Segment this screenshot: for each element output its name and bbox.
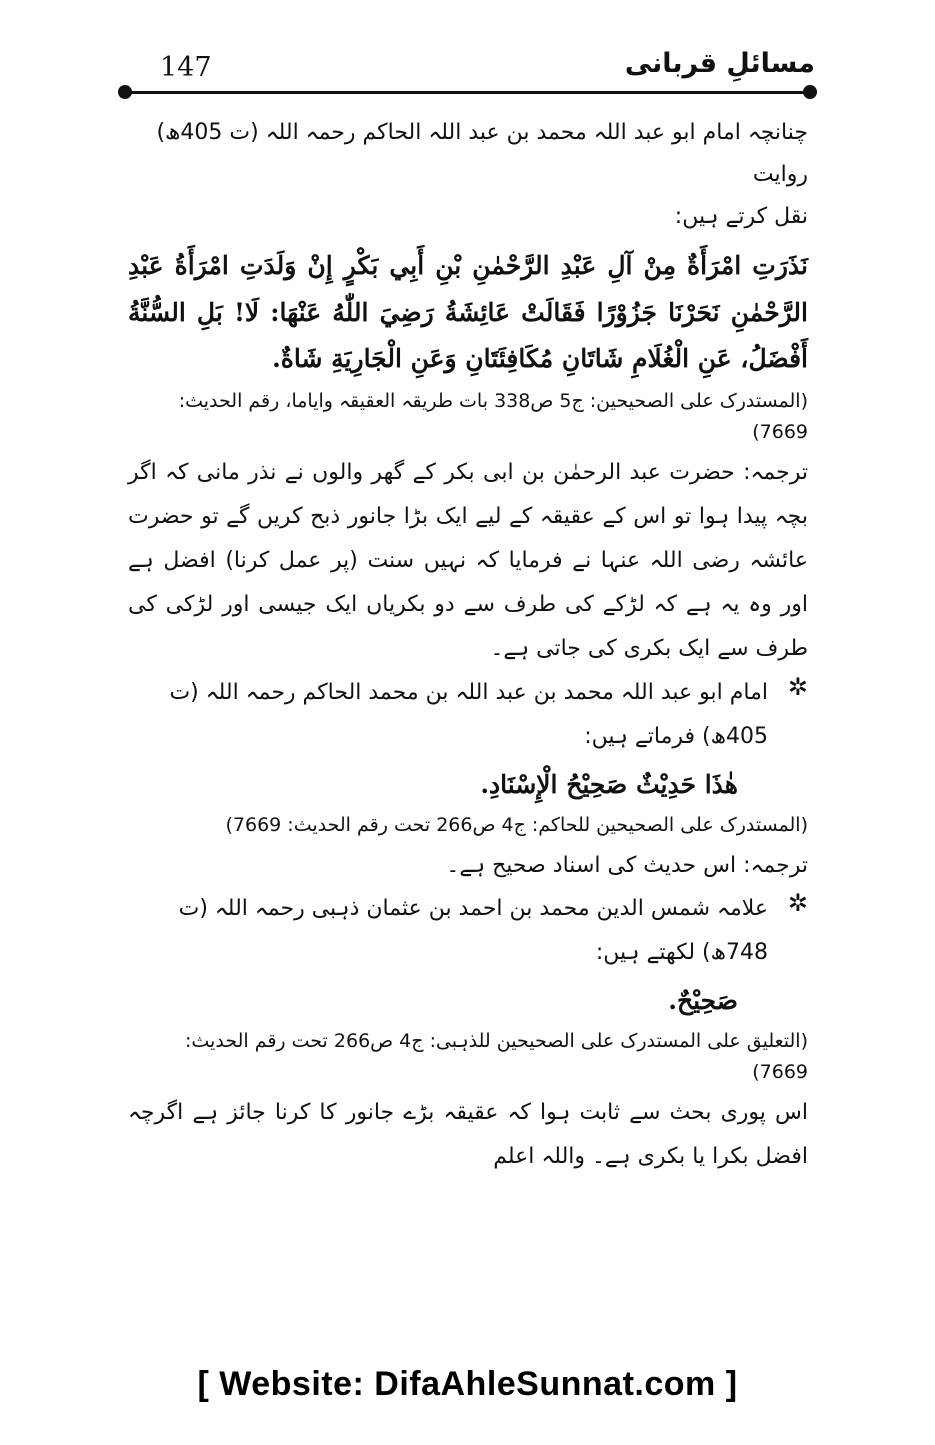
- arabic-grading-2: صَحِيْحٌ.: [668, 985, 738, 1015]
- intro-line-1: چنانچہ امام ابو عبد اللہ محمد بن عبد اللہ الحاکم رحمہ اللہ (ت 405ھ) روایت: [156, 120, 808, 187]
- rule-right-dot: [803, 85, 817, 99]
- bullet-text-1: امام ابو عبد اللہ محمد بن عبد اللہ بن محمد الحاکم رحمہ اللہ (ت 405ھ) فرماتے ہیں:: [169, 679, 768, 749]
- bullet-item-2: [128, 887, 808, 975]
- arabic-grading-1: هٰذَا حَدِيْثٌ صَحِيْحُ الْإِسْنَادِ.: [480, 769, 738, 799]
- bullet-text-2: علامہ شمس الدین محمد بن احمد بن عثمان ذہبی رحمہ اللہ (ت 748ھ) لکھتے ہیں:: [178, 895, 768, 965]
- translation-1: ترجمہ: حضرت عبد الرحمٰن بن ابی بکر کے گھر والوں نے نذر مانی کہ اگر بچہ پیدا ہوا تو اس کے عقیقہ کے لیے ایک بڑا جانور ذبح کریں گے تو حضرت عائشہ رضی اللہ عنہا نے فرمایا کہ نہیں سنت (پر عمل کرنا) افضل ہے اور وہ یہ ہے کہ لڑکے کی طرف سے دو بکریاں ایک جیسی اور لڑکی کی طرف سے ایک بکری کی جاتی ہے۔: [128, 459, 808, 661]
- arabic-hadith: نَذَرَتِ امْرَأَةٌ مِنْ آلِ عَبْدِ الرَّحْمٰنِ بْنِ أَبِي بَكْرٍ إِنْ وَلَدَتِ امْرَأَةُ عَبْدِ الرَّحْمٰنِ نَحَرْنَا جَزُوْرًا فَقَالَتْ عَائِشَةُ رَضِيَ اللّٰهُ عَنْهَا: لَا! بَلِ السُّنَّةُ أَفْضَلُ، عَنِ الْغُلَامِ شَاتَانِ مُكَافِئَتَانِ وَعَنِ الْجَارِيَةِ شَاةٌ.: [128, 251, 808, 373]
- intro-line-2: نقل کرتے ہیں:: [674, 203, 808, 229]
- header-rule: [124, 91, 809, 94]
- star-icon: ✲: [787, 888, 808, 917]
- reference-3: (التعلیق علی المستدرک علی الصحیحین للذہبی: ج4 ص266 تحت رقم الحدیث: 7669): [185, 1030, 808, 1083]
- conclusion: اس پوری بحث سے ثابت ہوا کہ عقیقہ بڑے جانور کا کرنا جائز ہے اگرچہ افضل بکرا یا بکری ہے۔ واللہ اعلم: [128, 1099, 808, 1169]
- translation-2: ترجمہ: اس حدیث کی اسناد صحیح ہے۔: [446, 852, 808, 878]
- reference-2: (المستدرک علی الصحیحین للحاکم: ج4 ص266 تحت رقم الحدیث: 7669): [225, 814, 808, 837]
- reference-1: (المستدرک علی الصحیحین: ج5 ص338 بات طریقہ العقیقہ وایاما، رقم الحدیث: 7669): [178, 390, 808, 443]
- page-number: 147: [160, 52, 212, 83]
- star-icon: ✲: [787, 672, 808, 701]
- book-title: مسائلِ قربانی: [624, 48, 815, 79]
- website-banner: [ Website: DifaAhleSunnat.com ]: [197, 1365, 738, 1403]
- bullet-item-1: [128, 671, 808, 759]
- page-header: [120, 48, 815, 94]
- page-content: [128, 112, 808, 1179]
